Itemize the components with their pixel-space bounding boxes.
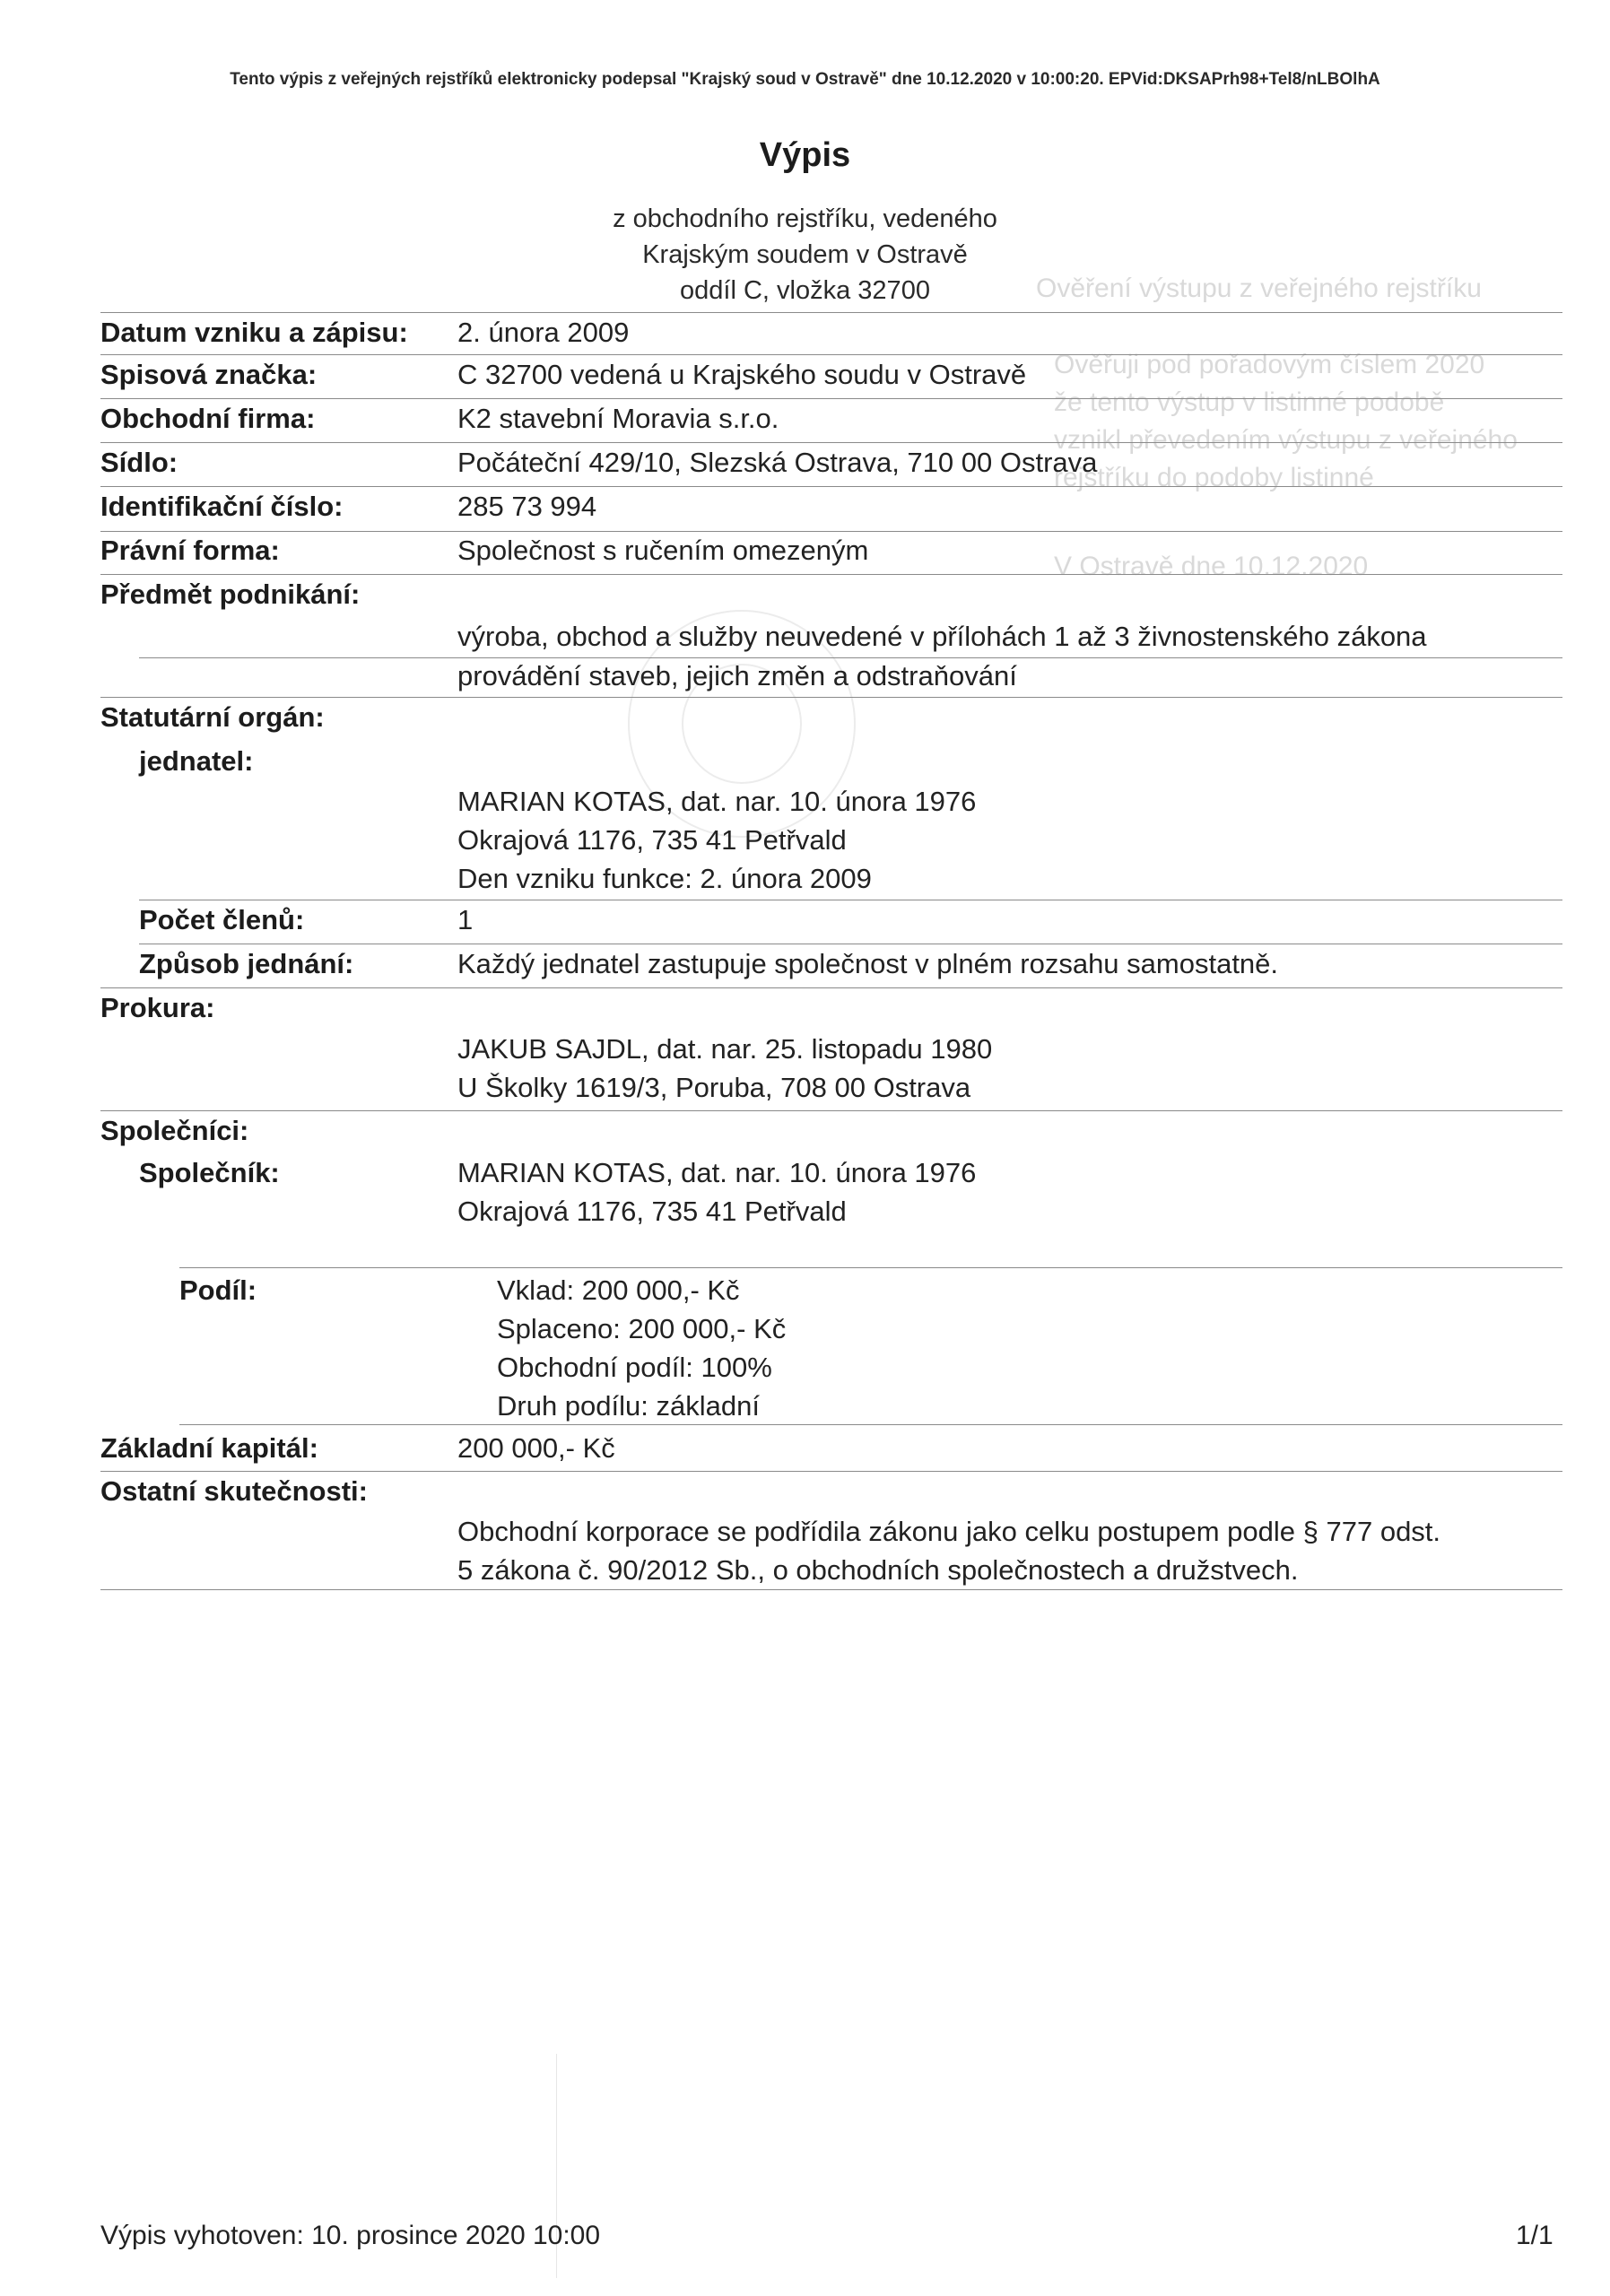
show-through-text: Ověření výstupu z veřejného rejstříku [1036,274,1482,303]
value-prokura-line: JAKUB SAJDL, dat. nar. 25. listopadu 1980 [457,1033,993,1065]
label-statutarni-organ: Statutární orgán: [100,701,325,733]
value-sidlo: Počáteční 429/10, Slezská Ostrava, 710 00 Ostrava [457,447,1098,478]
label-pravni-forma: Právní forma: [100,535,280,566]
rule [100,531,1562,532]
rule [179,1267,1562,1268]
label-zakladni-kapital: Základní kapitál: [100,1432,318,1464]
document-title: Výpis [759,136,851,174]
rule [100,312,1562,313]
rule [100,1471,1562,1472]
label-zpusob-jednani: Způsob jednání: [139,948,354,979]
rule [100,1589,1562,1590]
label-pocet-clenu: Počet členů: [139,904,305,935]
label-prokura: Prokura: [100,992,215,1023]
rule [100,354,1562,355]
value-ico: 285 73 994 [457,491,597,522]
rule [100,442,1562,443]
value-pocet-clenu: 1 [457,904,474,935]
rule [100,987,1562,988]
rule [100,398,1562,399]
show-through-text: rejstříku do podoby listinné [1054,463,1374,492]
value-podil-line: Druh podílu: základní [497,1390,760,1422]
value-spolecnik-line: MARIAN KOTAS, dat. nar. 10. února 1976 [457,1157,977,1188]
value-prokura-line: U Školky 1619/3, Poruba, 708 00 Ostrava [457,1072,971,1103]
label-spolecnici: Společníci: [100,1115,249,1146]
value-jednatel-line: Okrajová 1176, 735 41 Petřvald [457,824,847,856]
label-podil: Podíl: [179,1274,257,1306]
label-obchodni-firma: Obchodní firma: [100,403,316,434]
subtitle-line: z obchodního rejstříku, vedeného [613,204,997,233]
label-spisova-znacka: Spisová značka: [100,359,318,390]
show-through-text: Ověřuji pod pořadovým číslem 2020 [1054,350,1485,379]
rule [100,574,1562,575]
label-sidlo: Sídlo: [100,447,178,478]
label-predmet-podnikani: Předmět podnikání: [100,578,361,610]
value-podil-line: Obchodní podíl: 100% [497,1352,772,1383]
page-number: 1/1 [1516,2221,1553,2250]
value-jednatel-line: Den vzniku funkce: 2. února 2009 [457,863,872,894]
value-zakladni-kapital: 200 000,- Kč [457,1432,615,1464]
rule [100,1110,1562,1111]
value-predmet-line: výroba, obchod a služby neuvedené v přílohách 1 až 3 živnostenského zákona [457,621,1427,652]
subtitle-line: Krajským soudem v Ostravě [642,240,968,269]
value-spisova-znacka: C 32700 vedená u Krajského soudu v Ostravě [457,359,1027,390]
value-podil-line: Vklad: 200 000,- Kč [497,1274,740,1306]
value-pravni-forma: Společnost s ručením omezeným [457,535,869,566]
value-zpusob-jednani: Každý jednatel zastupuje společnost v plném rozsahu samostatně. [457,948,1279,979]
show-through-text: že tento výstup v listinné podobě [1054,387,1445,417]
footer-generated: Výpis vyhotoven: 10. prosince 2020 10:00 [100,2221,601,2250]
value-jednatel-line: MARIAN KOTAS, dat. nar. 10. února 1976 [457,786,977,817]
label-ico: Identifikační číslo: [100,491,344,522]
value-datum-vzniku: 2. února 2009 [457,317,630,348]
rule [100,486,1562,487]
label-ostatni-skutecnosti: Ostatní skutečnosti: [100,1475,368,1507]
value-obchodni-firma: K2 stavební Moravia s.r.o. [457,403,779,434]
show-through-text: vznikl převedením výstupu z veřejného [1054,425,1518,455]
rule [179,1424,1562,1425]
value-spolecnik-line: Okrajová 1176, 735 41 Petřvald [457,1196,847,1227]
electronic-signature-note: Tento výpis z veřejných rejstříků elektronicky podepsal "Krajský soud v Ostravě" dne 10.12.2020 v 10:00:20. EPVid:DKSAPrh98+Tel8/nLBOlhA [230,70,1380,89]
rule [100,697,1562,698]
value-ostatni-line: 5 zákona č. 90/2012 Sb., o obchodních společnostech a družstvech. [457,1554,1299,1586]
label-jednatel: jednatel: [139,745,254,777]
label-datum-vzniku: Datum vzniku a zápisu: [100,317,408,348]
value-podil-line: Splaceno: 200 000,- Kč [497,1313,787,1344]
value-predmet-line: provádění staveb, jejich změn a odstraňování [457,660,1017,691]
value-ostatni-line: Obchodní korporace se podřídila zákonu jako celku postupem podle § 777 odst. [457,1516,1441,1547]
label-spolecnik: Společník: [139,1157,280,1188]
show-through-text: V Ostravě dne 10.12.2020 [1054,552,1369,581]
rule [139,657,1562,658]
subtitle-line: oddíl C, vložka 32700 [680,276,930,305]
